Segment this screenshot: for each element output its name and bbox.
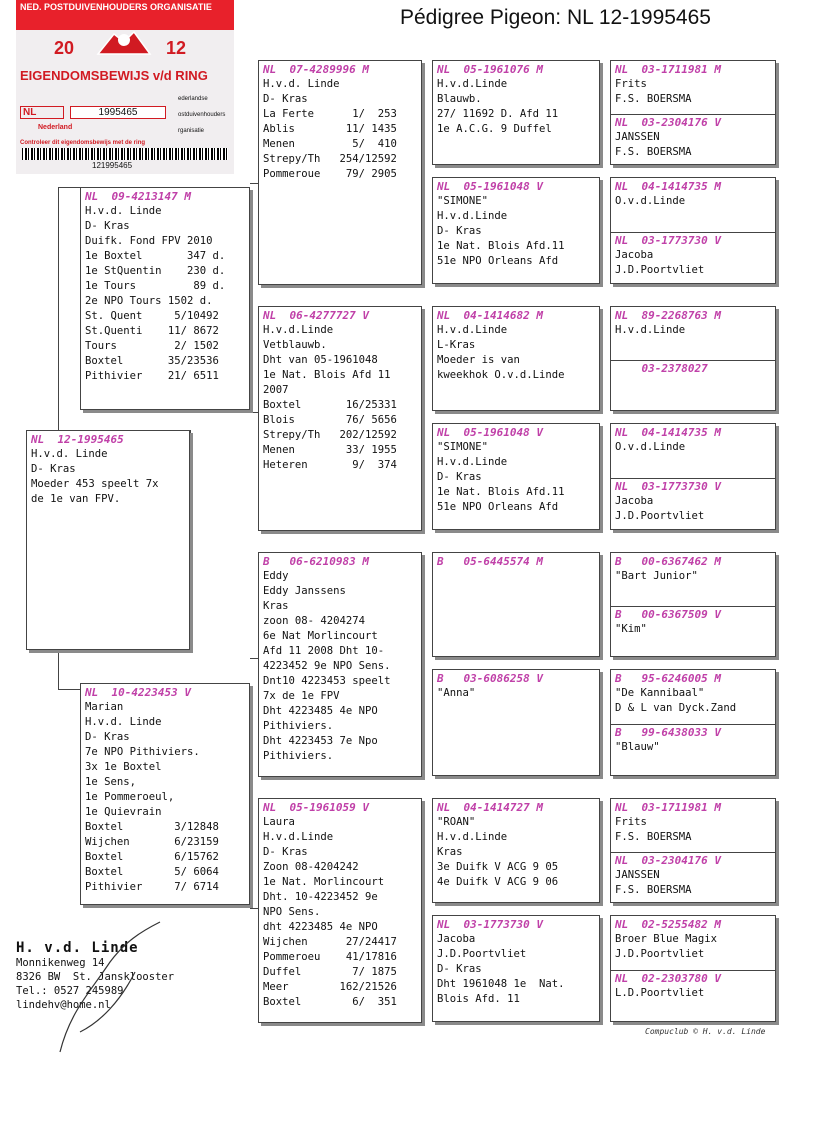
- pigeon-card-mother-line: 7e NPO Pithiviers.: [85, 746, 200, 758]
- ancestor-sire-ring-number: NL 02-5255482 M: [615, 918, 721, 931]
- ancestor-sire-line: D & L van Dyck.Zand: [615, 702, 737, 714]
- ancestor-bottom: [611, 970, 775, 1024]
- pigeon-card-grandparent-line: Dht 4223453 7e Npo: [263, 735, 378, 747]
- pigeon-card-great-grandparent-line: H.v.d.Linde: [437, 456, 508, 468]
- pigeon-card-mother: [80, 683, 250, 905]
- pigeon-card-grandparent-line: 4223452 9e NPO Sens.: [263, 660, 391, 672]
- ancestor-dam-line: L.D.Poortvliet: [615, 986, 705, 999]
- pigeon-card-grandparent-line: Kras: [263, 600, 289, 612]
- pigeon-card-mother-line: 3x 1e Boxtel: [85, 761, 162, 773]
- pigeon-card-grandparent-line: H.v.d.Linde: [263, 831, 334, 843]
- ancestor-dam-line: Jacoba: [615, 494, 654, 507]
- pigeon-card-mother-line: Pithivier 7/ 6714: [85, 881, 219, 893]
- pigeon-card-great-grandparent-ring-number: B 03-6086258 V: [437, 672, 543, 685]
- ancestor-dam-ring-number: 03-2378027: [615, 361, 708, 375]
- pigeon-card-great-grandparent-ring-number: NL 04-1414682 M: [437, 309, 543, 322]
- card-barcode: [22, 148, 228, 160]
- ancestor-sire-ring-number: NL 04-1414735 M: [615, 180, 721, 193]
- pigeon-card-father-line: D- Kras: [85, 220, 130, 232]
- ancestor-divider: [611, 724, 775, 725]
- pigeon-card-grandparent-line: Laura: [263, 816, 295, 828]
- pigeon-card-subject-line: D- Kras: [31, 463, 76, 475]
- pigeon-card-subject-line: de 1e van FPV.: [31, 493, 121, 505]
- ancestor-dam-line: F.S. BOERSMA: [615, 145, 692, 158]
- pigeon-card-great-grandparent-line: 51e NPO Orleans Afd: [437, 255, 559, 267]
- pigeon-card-great-grandparent-line: Jacoba: [437, 933, 476, 945]
- ancestor-dam-line: J.D.Poortvliet: [615, 509, 705, 522]
- ancestor-dam-line: Jacoba: [615, 248, 654, 261]
- pigeon-card-grandparent-line: NPO Sens.: [263, 906, 321, 918]
- pigeon-card-great-grandparent-line: 3e Duifk V ACG 9 05: [437, 861, 559, 873]
- pigeon-card-mother-line: 1e Sens,: [85, 776, 137, 788]
- pigeon-card-father-line: H.v.d. Linde: [85, 205, 162, 217]
- pigeon-card-ancestor-pair: [610, 306, 776, 411]
- pigeon-card-father-line: Boxtel 35/23536: [85, 355, 219, 367]
- pigeon-card-grandparent-line: Duffel 7/ 1875: [263, 966, 397, 978]
- pigeon-card-great-grandparent-line: H.v.d.Linde: [437, 210, 508, 222]
- ancestor-divider: [611, 232, 775, 233]
- pigeon-card-father-line: St. Quent 5/10492: [85, 310, 219, 322]
- ancestor-bottom: [611, 232, 775, 286]
- ancestor-sire-line: Frits: [615, 78, 647, 90]
- pigeon-card-mother-line: Marian: [85, 701, 124, 713]
- ancestor-divider: [611, 606, 775, 607]
- owner-address2: 8326 BW St. Jansklooster: [16, 971, 175, 983]
- ancestor-sire-ring-number: NL 03-1711981 M: [615, 63, 721, 76]
- owner-email: lindehv@home.nl: [16, 999, 111, 1011]
- owner-address1: Monnikenweg 14: [16, 957, 105, 969]
- ancestor-divider: [611, 852, 775, 853]
- card-ring-number: 1995465: [70, 106, 166, 119]
- ancestor-divider: [611, 360, 775, 361]
- pigeon-card-grandparent-line: Strepy/Th 202/12592: [263, 429, 397, 441]
- ancestor-top: [611, 307, 775, 360]
- card-side-2: ostduivenhouders: [178, 112, 226, 118]
- ancestor-dam-ring-number: NL 03-1773730 V: [615, 479, 721, 493]
- pigeon-card-grandparent-line: Afd 11 2008 Dht 10-: [263, 645, 385, 657]
- pigeon-card-grandparent-line: Pommeroue 79/ 2905: [263, 168, 397, 180]
- pigeon-card-grandparent-line: Pithiviers.: [263, 720, 334, 732]
- pigeon-card-great-grandparent-line: H.v.d.Linde: [437, 831, 508, 843]
- pigeon-card-great-grandparent-ring-number: NL 05-1961048 V: [437, 180, 543, 193]
- ancestor-sire-ring-number: B 95-6246005 M: [615, 672, 721, 685]
- pigeon-card-great-grandparent-line: Blauwb.: [437, 93, 482, 105]
- connector: [58, 650, 81, 690]
- pigeon-card-grandparent-line: La Ferte 1/ 253: [263, 108, 397, 120]
- ancestor-bottom: [611, 114, 775, 167]
- pigeon-card-ancestor-pair: [610, 669, 776, 776]
- ancestor-sire-line: O.v.d.Linde: [615, 441, 686, 453]
- pigeon-card-great-grandparent: [432, 306, 600, 411]
- pigeon-card-great-grandparent: [432, 60, 600, 165]
- pigeon-card-great-grandparent-line: 4e Duifk V ACG 9 06: [437, 876, 559, 888]
- card-country-name: Nederland: [38, 124, 73, 131]
- ancestor-divider: [611, 478, 775, 479]
- ancestor-bottom: [611, 478, 775, 532]
- pigeon-card-subject-line: Moeder 453 speelt 7x: [31, 478, 159, 490]
- ancestor-dam-line: "Kim": [615, 622, 647, 635]
- pigeon-card-grandparent-line: Menen 33/ 1955: [263, 444, 397, 456]
- pigeon-card-mother-line: 1e Quievrain: [85, 806, 162, 818]
- pigeon-card-grandparent-line: Dnt10 4223453 speelt: [263, 675, 391, 687]
- page-title: Pédigree Pigeon: NL 12-1995465: [400, 6, 711, 29]
- pigeon-card-great-grandparent: [432, 177, 600, 284]
- pigeon-card-great-grandparent-line: H.v.d.Linde: [437, 324, 508, 336]
- card-heading: EIGENDOMSBEWIJS v/d RING: [20, 68, 208, 83]
- ancestor-sire-ring-number: NL 89-2268763 M: [615, 309, 721, 322]
- ancestor-bottom: [611, 606, 775, 659]
- pigeon-card-grandparent-ring-number: B 06-6210983 M: [263, 555, 369, 568]
- pigeon-card-mother-ring-number: NL 10-4223453 V: [85, 686, 191, 699]
- pigeon-card-great-grandparent-line: "Anna": [437, 687, 476, 699]
- pigeon-card-ancestor-pair: [610, 915, 776, 1022]
- ancestor-sire-line: F.S. BOERSMA: [615, 831, 692, 843]
- pigeon-card-grandparent-line: 6e Nat Morlincourt: [263, 630, 378, 642]
- card-body: [16, 30, 234, 174]
- connector: [250, 658, 258, 659]
- pigeon-card-father-line: St.Quenti 11/ 8672: [85, 325, 219, 337]
- pigeon-card-father-line: Pithivier 21/ 6511: [85, 370, 219, 382]
- pigeon-card-subject-line: H.v.d. Linde: [31, 448, 108, 460]
- ancestor-dam-line: JANSSEN: [615, 130, 660, 143]
- pigeon-card-great-grandparent-line: Blois Afd. 11: [437, 993, 520, 1005]
- connector: [190, 430, 191, 650]
- ancestor-sire-ring-number: NL 04-1414735 M: [615, 426, 721, 439]
- ancestor-sire-ring-number: B 00-6367462 M: [615, 555, 721, 568]
- ancestor-top: [611, 61, 775, 114]
- pigeon-card-ancestor-pair: [610, 423, 776, 530]
- pigeon-card-father-line: 2e NPO Tours 1502 d.: [85, 295, 213, 307]
- pigeon-card-grandparent-line: Zoon 08-4204242: [263, 861, 359, 873]
- pigeon-card-grandparent-line: Pommeroeu 41/17816: [263, 951, 397, 963]
- card-barcode-number: 121995465: [92, 161, 133, 170]
- pigeon-card-great-grandparent-line: Dht 1961048 1e Nat.: [437, 978, 565, 990]
- pigeon-card-grandparent-line: Eddy Janssens: [263, 585, 346, 597]
- pigeon-card-ancestor-pair: [610, 798, 776, 903]
- pigeon-card-father: [80, 187, 250, 410]
- connector: [250, 908, 258, 909]
- ancestor-divider: [611, 114, 775, 115]
- ancestor-dam-ring-number: B 99-6438033 V: [615, 725, 721, 739]
- pigeon-card-great-grandparent-line: 51e NPO Orleans Afd: [437, 501, 559, 513]
- pigeon-card-grandparent: [258, 306, 422, 531]
- ancestor-sire-line: Broer Blue Magix: [615, 933, 718, 945]
- pigeon-card-subject-ring-number: NL 12-1995465: [31, 433, 124, 446]
- ancestor-sire-line: H.v.d.Linde: [615, 324, 686, 336]
- pigeon-card-grandparent-line: H.v.d.Linde: [263, 324, 334, 336]
- card-year-right: 12: [166, 38, 187, 58]
- pigeon-card-grandparent-line: Vetblauwb.: [263, 339, 327, 351]
- pigeon-card-grandparent-line: 7x de 1e FPV: [263, 690, 340, 702]
- ancestor-dam-line: "Blauw": [615, 740, 660, 753]
- ancestor-dam-line: F.S. BOERSMA: [615, 883, 692, 896]
- connector: [250, 183, 258, 184]
- pigeon-card-grandparent-line: zoon 08- 4204274: [263, 615, 366, 627]
- owner-name: H. v.d. Linde: [16, 940, 139, 956]
- ring-ownership-card: [16, 0, 234, 174]
- pigeon-card-great-grandparent-ring-number: NL 04-1414727 M: [437, 801, 543, 814]
- pigeon-card-great-grandparent-ring-number: B 05-6445574 M: [437, 555, 543, 568]
- pigeon-card-great-grandparent-line: D- Kras: [437, 963, 482, 975]
- ancestor-dam-ring-number: B 00-6367509 V: [615, 607, 721, 621]
- pigeon-card-grandparent-line: Dht. 10-4223452 9e: [263, 891, 378, 903]
- ancestor-top: [611, 916, 775, 970]
- ancestor-bottom: [611, 360, 775, 413]
- pigeon-card-grandparent-line: Heteren 9/ 374: [263, 459, 397, 471]
- ancestor-divider: [611, 970, 775, 971]
- pigeon-card-grandparent-line: 1e Nat. Blois Afd 11: [263, 369, 391, 381]
- pigeon-card-father-line: Tours 2/ 1502: [85, 340, 219, 352]
- pigeon-card-grandparent-ring-number: NL 05-1961059 V: [263, 801, 369, 814]
- pigeon-card-grandparent-line: 1e Nat. Morlincourt: [263, 876, 385, 888]
- pigeon-card-grandparent-line: Blois 76/ 5656: [263, 414, 397, 426]
- pigeon-card-mother-line: Boxtel 3/12848: [85, 821, 219, 833]
- pigeon-card-ancestor-pair: [610, 177, 776, 284]
- pigeon-card-grandparent-line: dht 4223485 4e NPO: [263, 921, 378, 933]
- ancestor-sire-line: J.D.Poortvliet: [615, 948, 705, 960]
- card-year-left: 20: [54, 38, 75, 58]
- pigeon-card-grandparent-line: Strepy/Th 254/12592: [263, 153, 397, 165]
- ancestor-bottom: [611, 852, 775, 905]
- connector: [250, 412, 258, 413]
- pigeon-card-great-grandparent-line: 1e Nat. Blois Afd.11: [437, 486, 565, 498]
- pigeon-card-grandparent-line: Ablis 11/ 1435: [263, 123, 397, 135]
- owner-phone: Tel.: 0527 245989: [16, 985, 124, 997]
- pigeon-card-great-grandparent-line: 1e Nat. Blois Afd.11: [437, 240, 565, 252]
- pigeon-card-mother-line: D- Kras: [85, 731, 130, 743]
- pigeon-card-grandparent-ring-number: NL 06-4277727 V: [263, 309, 369, 322]
- pigeon-card-ancestor-pair: [610, 60, 776, 165]
- pigeon-card-grandparent-line: 2007: [263, 384, 289, 396]
- card-country: NL: [20, 106, 64, 119]
- footer-credit: Compuclub © H. v.d. Linde: [645, 1027, 766, 1036]
- card-side-3: rganisatie: [178, 128, 205, 134]
- pigeon-card-grandparent-line: Wijchen 27/24417: [263, 936, 397, 948]
- ancestor-top: [611, 178, 775, 232]
- pigeon-card-great-grandparent-line: "ROAN": [437, 816, 476, 828]
- pigeon-card-great-grandparent: [432, 915, 600, 1022]
- pigeon-card-father-line: Duifk. Fond FPV 2010: [85, 235, 213, 247]
- pigeon-card-grandparent-line: D- Kras: [263, 846, 308, 858]
- signature-mark: [40, 912, 180, 1062]
- pigeon-card-grandparent-line: Pithiviers.: [263, 750, 334, 762]
- pigeon-card-grandparent: [258, 60, 422, 285]
- pigeon-card-mother-line: 1e Pommeroeul,: [85, 791, 175, 803]
- ancestor-sire-line: O.v.d.Linde: [615, 195, 686, 207]
- pigeon-card-grandparent: [258, 798, 422, 1023]
- pigeon-card-great-grandparent: [432, 669, 600, 776]
- pigeon-card-great-grandparent-line: H.v.d.Linde: [437, 78, 508, 90]
- ancestor-dam-ring-number: NL 02-2303780 V: [615, 971, 721, 985]
- pigeon-card-great-grandparent-line: "SIMONE": [437, 195, 489, 207]
- pigeon-card-grandparent-line: Eddy: [263, 570, 289, 582]
- pigeon-card-grandparent-line: Boxtel 16/25331: [263, 399, 397, 411]
- ancestor-sire-line: Frits: [615, 816, 647, 828]
- pigeon-card-grandparent: [258, 552, 422, 777]
- pigeon-card-great-grandparent-line: Moeder is van: [437, 354, 520, 366]
- pigeon-card-father-ring-number: NL 09-4213147 M: [85, 190, 191, 203]
- pigeon-card-great-grandparent-line: D- Kras: [437, 471, 482, 483]
- pigeon-card-father-line: 1e Tours 89 d.: [85, 280, 226, 292]
- ancestor-top: [611, 670, 775, 724]
- pigeon-card-mother-line: Boxtel 6/15762: [85, 851, 219, 863]
- pigeon-card-grandparent-line: Dht van 05-1961048: [263, 354, 378, 366]
- pigeon-card-great-grandparent-line: 1e A.C.G. 9 Duffel: [437, 123, 552, 135]
- pigeon-card-great-grandparent-line: L-Kras: [437, 339, 476, 351]
- card-side-1: ederlandse: [178, 96, 208, 102]
- ancestor-sire-line: F.S. BOERSMA: [615, 93, 692, 105]
- pigeon-card-great-grandparent-ring-number: NL 03-1773730 V: [437, 918, 543, 931]
- ancestor-dam-ring-number: NL 03-2304176 V: [615, 115, 721, 129]
- pigeon-card-great-grandparent: [432, 552, 600, 657]
- pigeon-card-grandparent-line: Menen 5/ 410: [263, 138, 397, 150]
- pigeon-card-mother-line: Wijchen 6/23159: [85, 836, 219, 848]
- ancestor-dam-ring-number: NL 03-2304176 V: [615, 853, 721, 867]
- pigeon-card-great-grandparent: [432, 798, 600, 903]
- ancestor-top: [611, 799, 775, 852]
- pigeon-card-father-line: 1e Boxtel 347 d.: [85, 250, 226, 262]
- ancestor-dam-ring-number: NL 03-1773730 V: [615, 233, 721, 247]
- ancestor-top: [611, 553, 775, 606]
- ancestor-dam-line: JANSSEN: [615, 868, 660, 881]
- pigeon-card-great-grandparent-line: Kras: [437, 846, 463, 858]
- dove-emblem-icon: [94, 26, 154, 62]
- card-org: NED. POSTDUIVENHOUDERS ORGANISATIE: [20, 2, 212, 12]
- ancestor-bottom: [611, 724, 775, 778]
- pigeon-card-grandparent-line: Meer 162/21526: [263, 981, 397, 993]
- ancestor-sire-ring-number: NL 03-1711981 M: [615, 801, 721, 814]
- pigeon-card-great-grandparent-line: kweekhok O.v.d.Linde: [437, 369, 565, 381]
- pigeon-card-grandparent-line: H.v.d. Linde: [263, 78, 340, 90]
- pigeon-card-subject: [26, 430, 190, 650]
- pigeon-card-grandparent-line: D- Kras: [263, 93, 308, 105]
- pigeon-card-mother-line: Boxtel 5/ 6064: [85, 866, 219, 878]
- connector: [58, 187, 81, 431]
- ancestor-sire-line: "De Kannibaal": [615, 687, 705, 699]
- pigeon-card-father-line: 1e StQuentin 230 d.: [85, 265, 226, 277]
- pigeon-card-ancestor-pair: [610, 552, 776, 657]
- pigeon-card-grandparent-line: Dht 4223485 4e NPO: [263, 705, 378, 717]
- ancestor-top: [611, 424, 775, 478]
- pigeon-card-great-grandparent-line: D- Kras: [437, 225, 482, 237]
- pigeon-card-great-grandparent-line: "SIMONE": [437, 441, 489, 453]
- pigeon-card-great-grandparent-line: 27/ 11692 D. Afd 11: [437, 108, 559, 120]
- pigeon-card-great-grandparent-line: J.D.Poortvliet: [437, 948, 527, 960]
- pigeon-card-grandparent-ring-number: NL 07-4289996 M: [263, 63, 369, 76]
- pigeon-card-mother-line: H.v.d. Linde: [85, 716, 162, 728]
- pigeon-card-great-grandparent-ring-number: NL 05-1961048 V: [437, 426, 543, 439]
- ancestor-dam-line: J.D.Poortvliet: [615, 263, 705, 276]
- card-notice: Controleer dit eigendomsbewijs met de ring: [20, 140, 146, 146]
- ancestor-sire-line: "Bart Junior": [615, 570, 698, 582]
- pigeon-card-grandparent-line: Boxtel 6/ 351: [263, 996, 397, 1008]
- pigeon-card-great-grandparent: [432, 423, 600, 530]
- pigeon-card-great-grandparent-ring-number: NL 05-1961076 M: [437, 63, 543, 76]
